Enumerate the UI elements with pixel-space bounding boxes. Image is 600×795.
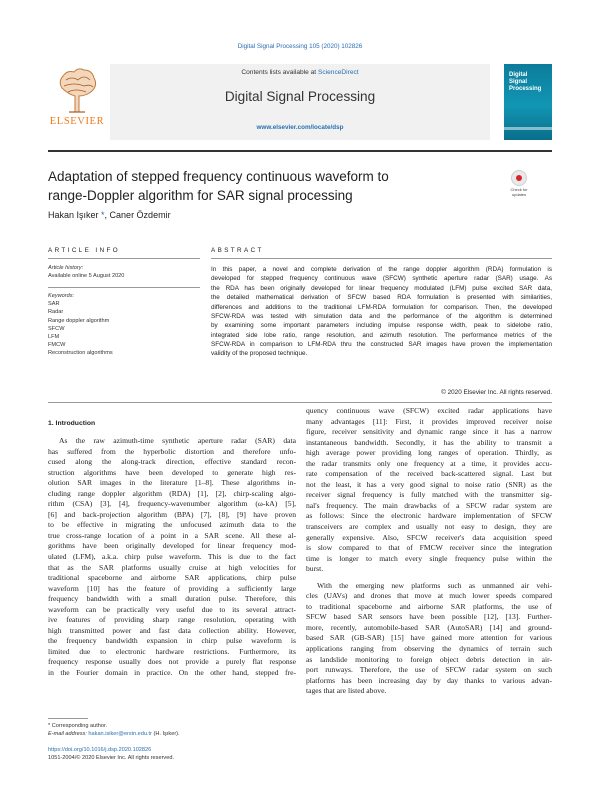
cover-stripe bbox=[504, 127, 552, 130]
history-value: Available online 5 August 2020 bbox=[48, 273, 125, 280]
keyword: LFM bbox=[48, 334, 60, 341]
journal-reference[interactable]: Digital Signal Processing 105 (2020) 102826 bbox=[237, 43, 363, 50]
sciencedirect-link[interactable]: ScienceDirect bbox=[317, 69, 359, 76]
divider bbox=[48, 258, 200, 259]
body-text-line: With the emerging new platforms such as unmanned air vehi- bbox=[317, 580, 552, 590]
body-text-line: high average power providing long ranges of operation. Thirdly, as bbox=[306, 448, 552, 458]
author-name[interactable]: , Caner Özdemir bbox=[104, 210, 171, 220]
elsevier-wordmark: ELSEVIER bbox=[49, 116, 105, 127]
contents-line bbox=[110, 69, 490, 76]
body-text-line: as follows: Since the electronic hardware implementation of SFCW bbox=[306, 511, 552, 521]
email-label: E-mail address: bbox=[48, 731, 89, 737]
body-text-line: instantaneous bandwidth. Secondly, it has the ability to transmit a bbox=[306, 437, 552, 447]
paper-title bbox=[48, 167, 448, 205]
body-text-line: true cross-range location of a point in a SAR scene. All these al- bbox=[48, 530, 296, 540]
abstract-heading: ABSTRACT bbox=[211, 247, 264, 254]
paper-title-line: range-Doppler algorithm for SAR signal processing bbox=[48, 188, 353, 203]
body-text-line: to traditional spaceborne and airborne SAR platforms, the use of bbox=[306, 601, 552, 611]
abstract-line: integrated side lobe ratio, range resolution, and azimuth resolution. The performance metrics of the bbox=[211, 331, 552, 339]
body-text-line: rate compensation of the received back-scattered signal. Last but bbox=[306, 469, 552, 479]
body-text-line: olution SAR images in the literature [1–8]. These algorithms in- bbox=[48, 478, 296, 488]
body-text-line: transceivers are complex and usually not easy to design, they are bbox=[306, 522, 552, 532]
body-text-line: that as the SAR platforms usually cruise at high velocities for bbox=[48, 562, 296, 572]
cover-title-line: Processing bbox=[509, 86, 542, 92]
cover-title-line: Digital bbox=[509, 72, 528, 78]
keyword: Radar bbox=[48, 309, 64, 316]
body-text-line: based SAR (GB-SAR) [15] have gained more attention for various bbox=[306, 633, 552, 643]
body-text-line: the radar transmits only one frequency at a time, it provides accu- bbox=[306, 458, 552, 468]
body-text-line: the frequency bandwidth expansion in chirp pulse waveform is bbox=[48, 636, 296, 646]
author-list bbox=[48, 210, 171, 220]
journal-banner bbox=[110, 64, 490, 140]
body-text-line: not the least, it has a very good signal to noise ratio (SNR) as the bbox=[306, 479, 552, 489]
journal-cover[interactable] bbox=[504, 64, 552, 140]
body-text-line: nal's frequency. The main drawbacks of a SFCW radar system are bbox=[306, 500, 552, 510]
keyword: FMCW bbox=[48, 342, 66, 349]
issn-line: 1051-2004/© 2020 Elsevier Inc. All rights reserved. bbox=[48, 755, 175, 761]
corresponding-note: * Corresponding author. bbox=[48, 723, 108, 729]
body-text-line: ive features of providing sharp range resolution, operating with bbox=[48, 615, 296, 625]
footnotes bbox=[48, 722, 298, 738]
body-text-line: ulated (LFM), a.k.a. chirp pulse waveform. This is due to the fact bbox=[48, 552, 296, 562]
author-name[interactable]: Hakan Işıker bbox=[48, 210, 102, 220]
body-column-right bbox=[306, 406, 552, 697]
keyword: SFCW bbox=[48, 325, 65, 332]
email-link[interactable]: hakan.isiker@ersin.edu.tr bbox=[88, 731, 152, 737]
body-text-line: to be effective in migrating the unfocused azimuth data to the bbox=[48, 520, 296, 530]
divider bbox=[48, 287, 200, 288]
body-text-line: frequency response usually does not provide a purely flat response bbox=[48, 657, 296, 667]
journal-title: Digital Signal Processing bbox=[224, 89, 376, 104]
body-text-line: is slow compared to that of FMCW receiver since the integration bbox=[306, 543, 552, 553]
abstract-line: validity of the proposed technique. bbox=[211, 350, 308, 358]
body-text-line: rithm (CSA) [3], [4], frequency-wavenumber algorithm (ω-kA) [5], bbox=[48, 499, 296, 509]
divider bbox=[48, 402, 552, 403]
abstract-line: In this paper, a novel and complete derivation of the range doppler algorithm (RDA) formulation is bbox=[211, 266, 552, 273]
body-text-line: waveform can be practically very useful due to its several attract- bbox=[48, 604, 296, 614]
body-text-line: tages that are listed above. bbox=[306, 686, 387, 696]
keywords-label: Keywords: bbox=[48, 293, 75, 299]
history-label: Article history: bbox=[48, 265, 84, 271]
email-note bbox=[48, 730, 298, 738]
body-text-line: more, recently, automobile-based SAR (AutoSAR) [14] and ground- bbox=[306, 622, 552, 632]
body-text-line: generally expensive. Also, SFCW receiver's data acquisition speed bbox=[306, 532, 552, 542]
divider bbox=[211, 258, 552, 259]
copyright-notice: © 2020 Elsevier Inc. All rights reserved. bbox=[441, 389, 552, 396]
body-text-line: gorithms have been originally developed for linear frequency mod- bbox=[48, 541, 296, 551]
body-text-line: receiver signal frequency is fully matched with the transmitter sig- bbox=[306, 490, 552, 500]
doi-block bbox=[48, 746, 298, 762]
cover-title-line: Signal bbox=[509, 79, 528, 85]
keyword: Reconstruction algorithms bbox=[48, 350, 113, 357]
elsevier-tree-icon bbox=[54, 66, 100, 114]
body-text-line: cused along the along-track direction, effective standard recon- bbox=[48, 457, 296, 467]
body-text-line: time is longer to match every single frequency pulse within the bbox=[306, 553, 552, 563]
footnote-rule bbox=[48, 718, 88, 719]
body-text-line: applications ranging from observing the dynamics of terrain such bbox=[306, 644, 552, 654]
elsevier-logo[interactable] bbox=[48, 64, 106, 136]
body-text-line: [6] and back-projection algorithm (BPA) [7], [8], [9] have proven bbox=[48, 509, 296, 519]
badge-text bbox=[504, 188, 534, 197]
keyword: SAR bbox=[48, 301, 60, 308]
abstract-line: developed for stepped frequency continuous wave (SFCW) synthetic aperture radar (SAR) usage. As bbox=[211, 275, 552, 283]
check-for-updates-badge[interactable] bbox=[504, 170, 534, 204]
body-text-line: port runways. Therefore, the use of SFCW radar system on such bbox=[306, 665, 552, 675]
badge-text-line: Check for bbox=[510, 187, 528, 192]
keyword: Range doppler algorithm bbox=[48, 317, 110, 324]
keywords-block bbox=[48, 292, 200, 358]
article-history bbox=[48, 264, 200, 280]
corresponding-author-mark[interactable]: * bbox=[101, 210, 105, 220]
journal-homepage-link[interactable]: www.elsevier.com/locate/dsp bbox=[256, 124, 344, 131]
doi-link[interactable]: https://doi.org/10.1016/j.dsp.2020.102826 bbox=[48, 747, 152, 753]
journal-header bbox=[48, 64, 552, 146]
body-text-line: has suffered from the hyperbolic distortion and therefore unfo- bbox=[48, 446, 296, 456]
abstract-text bbox=[211, 265, 552, 359]
body-text-line: platforms has been increasing day by day thanks to various advan- bbox=[306, 675, 552, 685]
body-text-line: quency continuous wave (SFCW) excited radar applications have bbox=[306, 406, 552, 415]
abstract-line: the RDA has been originally developed for linear frequency modulated (LFM) pulse excited SAR data, bbox=[211, 284, 552, 292]
body-text-line: struction algorithms have been developed to generate high res- bbox=[48, 467, 296, 477]
abstract-line: by examining some important parameters including impulse response width, peak to sidelobe ratio, bbox=[211, 322, 552, 330]
header-rule bbox=[48, 150, 552, 152]
abstract-line: SFCW-RDA in comparison to LFM-RDA thru the constructed SAR images have proven the implementation bbox=[211, 341, 552, 348]
abstract-line: the detailed mathematical derivation of SFCW based RDA formulation is presented with similarities, bbox=[211, 294, 552, 302]
body-text-line: burst. bbox=[306, 564, 324, 574]
check-updates-icon bbox=[511, 170, 527, 186]
body-column-left bbox=[48, 436, 296, 679]
abstract-line: differences and additions to the traditional LFM-RDA formulation for comparison. Then, the developed bbox=[211, 303, 552, 311]
section-heading: 1. Introduction bbox=[48, 420, 96, 427]
body-text-line: traditional spaceborne and airborne SAR applications, chirp pulse bbox=[48, 573, 296, 583]
badge-text-line: updates bbox=[511, 191, 527, 197]
body-text-line: limited due to electronic hardware restrictions. Furthermore, its bbox=[48, 646, 296, 656]
cover-title bbox=[509, 72, 541, 93]
body-text-line: As the raw azimuth-time synthetic aperture radar (SAR) data bbox=[59, 436, 296, 445]
email-suffix: (H. Işıker). bbox=[151, 731, 180, 737]
body-text-line: in the Fourier domain in practice. On the other hand, stepped fre- bbox=[48, 668, 296, 678]
body-text-line: SFCW based SAR sensors have been possible [12], [13]. Further- bbox=[306, 612, 552, 622]
body-text-line: waveform [10] has the feature of providing a sufficiently large bbox=[48, 583, 296, 593]
body-text-line: as landslide monitoring to foreign object debris detection in air- bbox=[306, 654, 552, 664]
body-text-line: figure, receiver sensitivity and dynamic range since it has a narrow bbox=[306, 427, 552, 437]
article-info-heading: ARTICLE INFO bbox=[48, 247, 121, 254]
paper-title-line: Adaptation of stepped frequency continuous waveform to bbox=[48, 169, 389, 184]
body-text-line: many advantages [11]: First, it provides improved receiver noise bbox=[306, 416, 552, 426]
body-text-line: cluding range doppler algorithm (RDA) [1], [2], chirp-scaling algo- bbox=[48, 488, 296, 498]
abstract-line: SFCW-RDA was tested with simulation data and the performance of the algorithm is determined bbox=[211, 312, 552, 320]
contents-prefix: Contents lists available at bbox=[241, 69, 318, 76]
body-text-line: frequency bandwidth with a small duration pulse. Therefore, this bbox=[48, 594, 296, 604]
body-text-line: cles (UAVs) and drones that move at much lower speeds compared bbox=[306, 591, 552, 601]
body-text-line: high transmitted power and fast data collection ability. However, bbox=[48, 625, 296, 635]
